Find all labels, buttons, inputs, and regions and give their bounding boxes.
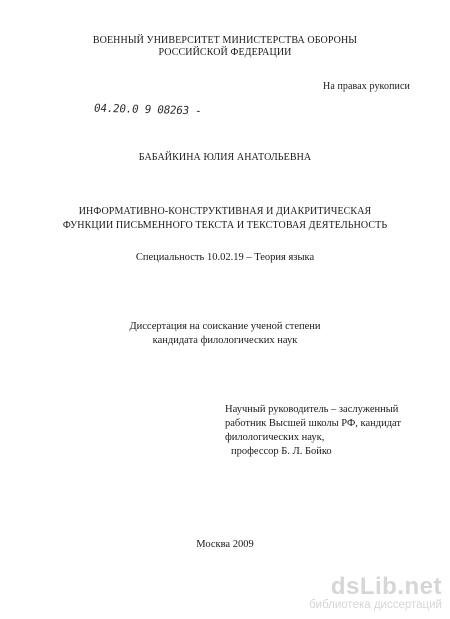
dslib-watermark (309, 572, 442, 612)
specialty: Специальность 10.02.19 – Теория языка (135, 252, 315, 263)
author-name: БАБАЙКИНА ЮЛИЯ АНАТОЛЬЕВНА (138, 152, 312, 163)
supervisor-line-2: работник Высшей школы РФ, кандидат (225, 418, 402, 429)
watermark-logo: dsLib.net (330, 572, 442, 600)
supervisor-line-4: профессор Б. Л. Бойко (231, 446, 332, 457)
supervisor-line-3: филологических наук, (225, 432, 325, 443)
degree-line-2: кандидата филологических наук (152, 335, 298, 346)
institution-line-1: ВОЕННЫЙ УНИВЕРСИТЕТ МИНИСТЕРСТВА ОБОРОНЫ (92, 35, 358, 46)
dissertation-title-line-1: ИНФОРМАТИВНО-КОНСТРУКТИВНАЯ И ДИАКРИТИЧЕСКАЯ (78, 206, 372, 217)
handwritten-archive-number: 04.20.0 9 08263 - (92, 101, 203, 118)
degree-line-1: Диссертация на соискание ученой степени (129, 321, 321, 332)
place-and-year: Москва 2009 (196, 539, 254, 550)
manuscript-rights-note: На правах рукописи (323, 81, 410, 92)
institution-line-2: РОССИЙСКОЙ ФЕДЕРАЦИИ (158, 47, 292, 58)
watermark-subtitle: библиотека диссертаций (309, 598, 442, 611)
dissertation-title-line-2: ФУНКЦИИ ПИСЬМЕННОГО ТЕКСТА И ТЕКСТОВАЯ ДЕЯТЕЛЬНОСТЬ (62, 220, 388, 231)
supervisor-line-1: Научный руководитель – заслуженный (225, 404, 399, 415)
